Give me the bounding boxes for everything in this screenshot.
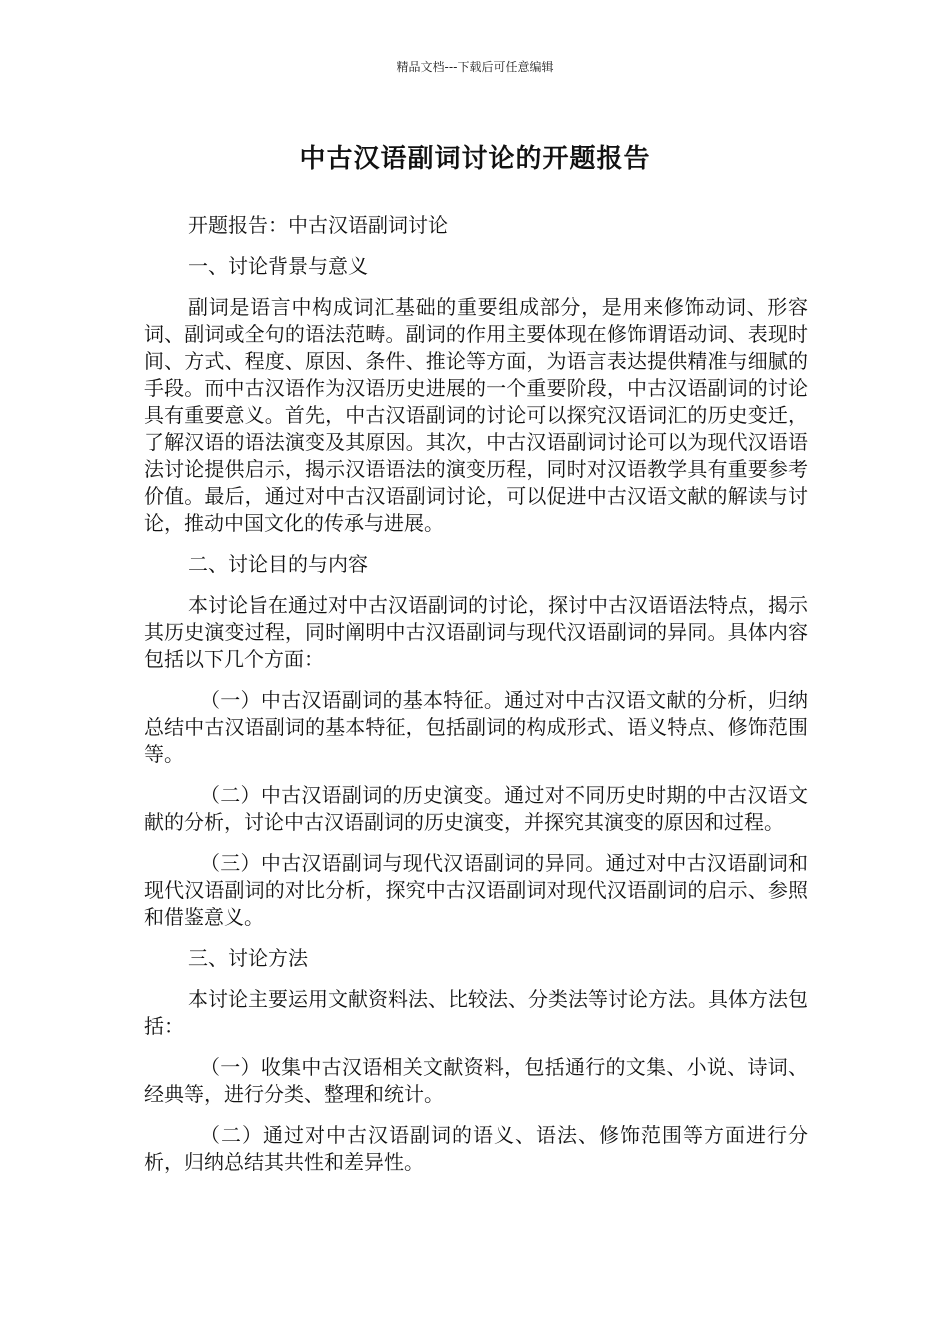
paragraph-method-2: （二）通过对中古汉语副词的语义、语法、修饰范围等方面进行分析，归纳总结其共性和差异性。 (144, 1123, 808, 1174)
paragraph-purpose: 本讨论旨在通过对中古汉语副词的讨论，探讨中古汉语语法特点，揭示其历史演变过程，同时阐明中古汉语副词与现代汉语副词的异同。具体内容包括以下几个方面： (144, 593, 808, 671)
paragraph-item-1: （一）中古汉语副词的基本特征。通过对中古汉语文献的分析，归纳总结中古汉语副词的基本特征，包括副词的构成形式、语义特点、修饰范围等。 (144, 688, 808, 766)
paragraph-methods: 本讨论主要运用文献资料法、比较法、分类法等讨论方法。具体方法包括： (144, 987, 808, 1038)
report-subtitle: 开题报告：中古汉语副词讨论 (188, 213, 448, 237)
document-title: 中古汉语副词讨论的开题报告 (299, 144, 651, 174)
paragraph-background: 副词是语言中构成词汇基础的重要组成部分，是用来修饰动词、形容词、副词或全句的语法范畴。副词的作用主要体现在修饰谓语动词、表现时间、方式、程度、原因、条件、推论等方面，为语言表达提供精准与细腻的手段。而中古汉语作为汉语历史进展的一个重要阶段，中古汉语副词的讨论具有重要意义。首先，中古汉语副词的讨论可以探究汉语词汇的历史变迁，了解汉语的语法演变及其原因。其次，中古汉语副词讨论可以为现代汉语语法讨论提供启示，揭示汉语语法的演变历程，同时对汉语教学具有重要参考价值。最后，通过对中古汉语副词讨论，可以促进中古汉语文献的解读与讨论，推动中国文化的传承与进展。 (144, 295, 808, 535)
paragraph-item-2: （二）中古汉语副词的历史演变。通过对不同历史时期的中古汉语文献的分析，讨论中古汉语副词的历史演变，并探究其演变的原因和过程。 (144, 783, 808, 834)
header-note: 精品文档---下载后可任意编辑 (396, 60, 554, 74)
section-heading-3: 三、讨论方法 (188, 946, 308, 970)
paragraph-item-3: （三）中古汉语副词与现代汉语副词的异同。通过对中古汉语副词和现代汉语副词的对比分析，探究中古汉语副词对现代汉语副词的启示、参照和借鉴意义。 (144, 851, 808, 929)
section-heading-2: 二、讨论目的与内容 (188, 552, 368, 576)
paragraph-method-1: （一）收集中古汉语相关文献资料，包括通行的文集、小说、诗词、经典等，进行分类、整理和统计。 (144, 1055, 808, 1106)
section-heading-1: 一、讨论背景与意义 (188, 254, 368, 278)
document-body (144, 212, 808, 1190)
